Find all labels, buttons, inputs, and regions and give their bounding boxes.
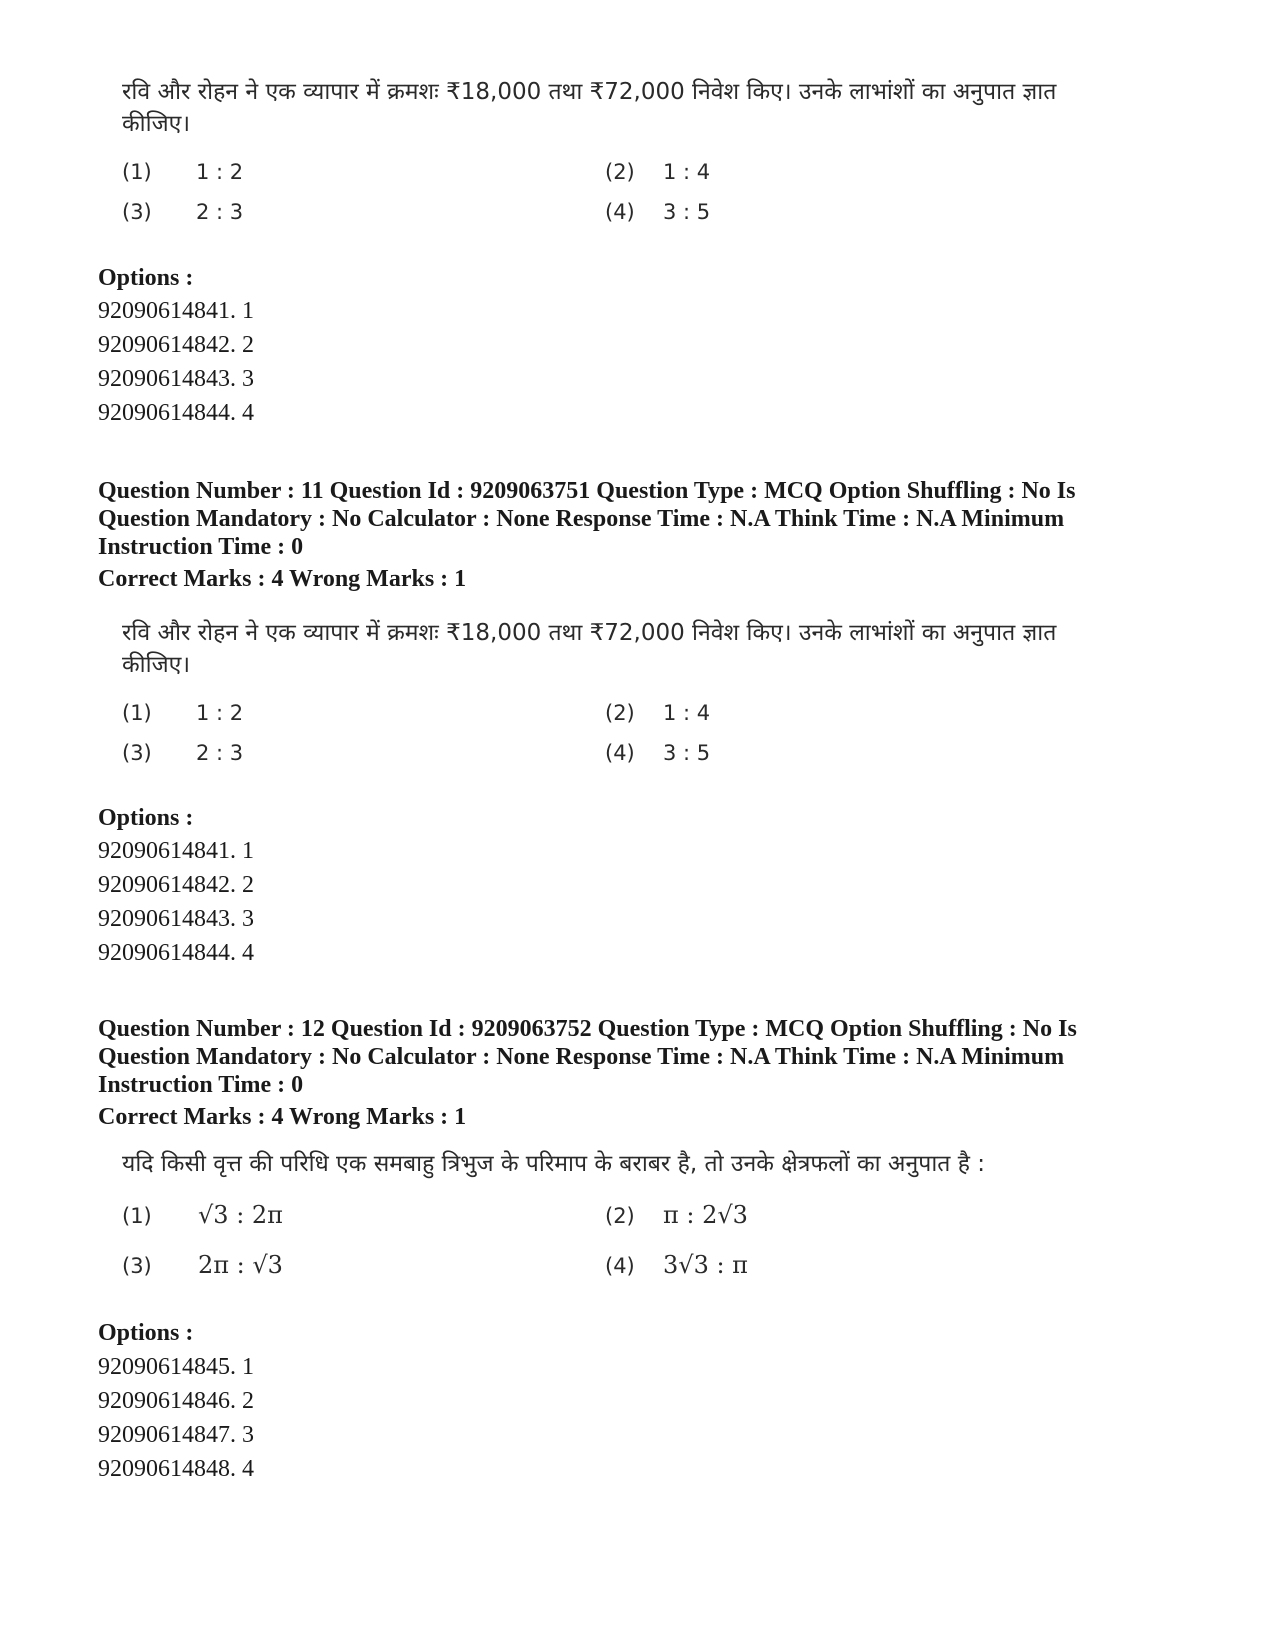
choice-number: (2) — [605, 701, 635, 725]
option-item: 92090614842. 2 — [98, 872, 254, 898]
choice-number: (4) — [605, 200, 635, 224]
choice-value: 2 : 3 — [196, 741, 244, 765]
option-item: 92090614845. 1 — [98, 1354, 254, 1380]
choice-value: √3 : 2π — [198, 1201, 283, 1229]
choice-value: 3√3 : π — [663, 1251, 748, 1279]
option-item: 92090614847. 3 — [98, 1422, 254, 1448]
choice-value: 2π : √3 — [198, 1251, 283, 1279]
choice-number: (2) — [605, 160, 635, 184]
option-item: 92090614846. 2 — [98, 1388, 254, 1414]
option-item: 92090614842. 2 — [98, 332, 254, 358]
option-item: 92090614848. 4 — [98, 1456, 254, 1482]
choice-value: 1 : 2 — [196, 160, 244, 184]
options-heading: Options : — [98, 1320, 194, 1346]
choice-value: 3 : 5 — [663, 741, 711, 765]
choice-number: (3) — [122, 741, 152, 765]
choice-value: 1 : 2 — [196, 701, 244, 725]
marks-line: Correct Marks : 4 Wrong Marks : 1 — [98, 566, 467, 592]
choice-number: (4) — [605, 741, 635, 765]
choice-value: 2 : 3 — [196, 200, 244, 224]
choice-number: (3) — [122, 200, 152, 224]
question-text: रवि और रोहन ने एक व्यापार में क्रमशः ₹18,000 तथा ₹72,000 निवेश किए। उनके लाभांशों का अनुपात ज्ञात कीजिए। — [122, 620, 1057, 678]
option-item: 92090614844. 4 — [98, 400, 254, 426]
options-heading: Options : — [98, 265, 194, 291]
question-meta: Question Number : 11 Question Id : 9209063751 Question Type : MCQ Option Shuffling : No Is Question Mandatory : No Calculator : None Response Time : N.A Think Time : N.A Minimum Instruction Time : 0 — [98, 478, 1076, 560]
choice-number: (1) — [122, 701, 152, 725]
choice-value: π : 2√3 — [663, 1201, 748, 1229]
question-text: यदि किसी वृत्त की परिधि एक समबाहु त्रिभुज के परिमाप के बराबर है, तो उनके क्षेत्रफलों का अनुपात है : — [122, 1151, 985, 1177]
options-heading: Options : — [98, 805, 194, 831]
option-item: 92090614841. 1 — [98, 838, 254, 864]
choice-value: 1 : 4 — [663, 701, 711, 725]
option-item: 92090614843. 3 — [98, 906, 254, 932]
option-item: 92090614841. 1 — [98, 298, 254, 324]
choice-number: (4) — [605, 1254, 635, 1278]
choice-number: (1) — [122, 160, 152, 184]
option-item: 92090614844. 4 — [98, 940, 254, 966]
choice-value: 3 : 5 — [663, 200, 711, 224]
choice-number: (2) — [605, 1204, 635, 1228]
choice-number: (1) — [122, 1204, 152, 1228]
choice-value: 1 : 4 — [663, 160, 711, 184]
option-item: 92090614843. 3 — [98, 366, 254, 392]
marks-line: Correct Marks : 4 Wrong Marks : 1 — [98, 1104, 467, 1130]
question-text: रवि और रोहन ने एक व्यापार में क्रमशः ₹18,000 तथा ₹72,000 निवेश किए। उनके लाभांशों का अनुपात ज्ञात कीजिए। — [122, 79, 1057, 137]
question-meta: Question Number : 12 Question Id : 9209063752 Question Type : MCQ Option Shuffling : No Is Question Mandatory : No Calculator : None Response Time : N.A Think Time : N.A Minimum Instruction Time : 0 — [98, 1016, 1077, 1098]
choice-number: (3) — [122, 1254, 152, 1278]
